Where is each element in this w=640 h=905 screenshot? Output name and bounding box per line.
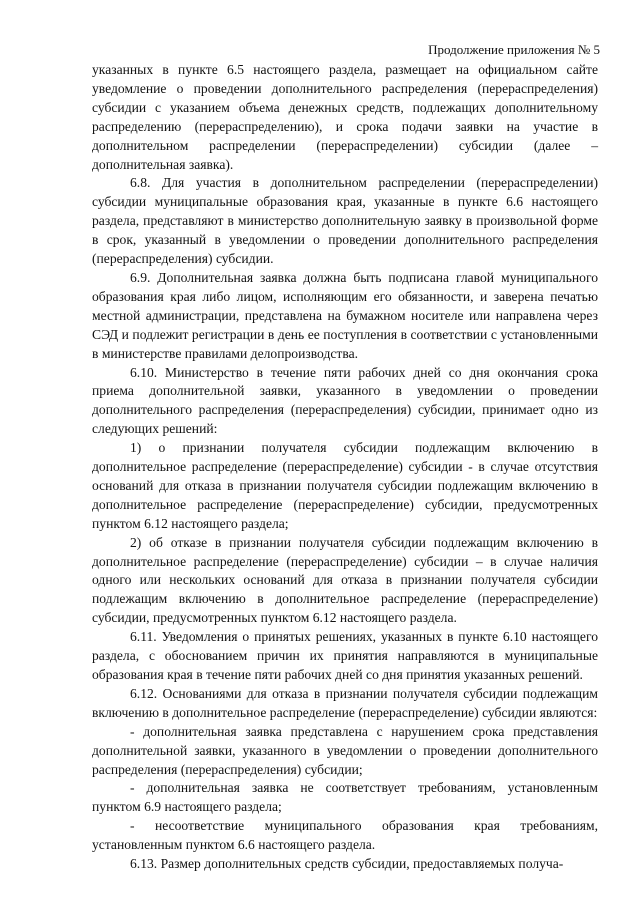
paragraph-6-12-item-2: - дополнительная заявка не соответствует требованиям, установленным пунктом 6.9 настоящего раздела; bbox=[92, 780, 598, 815]
paragraph-6-13: 6.13. Размер дополнительных средств субсидии, предоставляемых получа- bbox=[130, 856, 564, 872]
paragraph-6-10-item-2: 2) об отказе в признании получателя субсидии подлежащим включению в дополнительное распределение (перераспределение) субсидии – в случае наличия одного или нескольких оснований для отказа в признании получателя субсидии подлежащим включению в дополнительное распределение (перераспределение) субсидии, предусмотренных пунктом 6.12 настоящего раздела. bbox=[92, 534, 598, 626]
document-body bbox=[92, 61, 598, 874]
paragraph-6-8: 6.8. Для участия в дополнительном распределении (перераспределении) субсидии муниципальные образования края, указанные в пункте 6.6 настоящего раздела, представляют в министерство дополнительную заявку в произвольной форме в срок, указанный в уведомлении о проведении дополнительного распределения (перераспределения) субсидии. bbox=[92, 175, 598, 267]
paragraph-6-9: 6.9. Дополнительная заявка должна быть подписана главой муниципального образования края либо лицом, исполняющим его обязанности, и заверена печатью местной администрации, представлена на бумажном носителе или направлена через СЭД и подлежит регистрации в день ее поступления в соответствии с установленными в министерстве правилами делопроизводства. bbox=[92, 269, 598, 361]
paragraph-6-12: 6.12. Основаниями для отказа в признании получателя субсидии подлежащим включению в дополнительное распределение (перераспределение) субсидии являются: bbox=[92, 685, 598, 720]
paragraph-continuation: указанных в пункте 6.5 настоящего раздела, размещает на официальном сайте уведомление о проведении дополнительного распределения (перераспределения) субсидии с указанием объема денежных средств, подлежащих дополнительному распределению (перераспределению), и срока подачи заявки на участие в дополнительном распределении (перераспределении) субсидии (далее – дополнительная заявка). bbox=[92, 62, 598, 172]
page-header-continuation: Продолжение приложения № 5 bbox=[428, 42, 600, 57]
paragraph-6-11: 6.11. Уведомления о принятых решениях, указанных в пункте 6.10 настоящего раздела, с обоснованием причин их принятия направляются в муниципальные образования края в течение пяти рабочих дней со дня принятия указанных решений. bbox=[92, 629, 598, 682]
paragraph-6-12-item-1: - дополнительная заявка представлена с нарушением срока представления дополнительной заявки, указанного в уведомлении о проведении дополнительного распределения (перераспределения) субсидии; bbox=[92, 723, 598, 777]
paragraph-6-10: 6.10. Министерство в течение пяти рабочих дней со дня окончания срока приема дополнительной заявки, указанного в уведомлении о проведении дополнительного распределения (перераспределения) субсидии, принимает одно из следующих решений: bbox=[92, 364, 598, 437]
paragraph-6-10-item-1: 1) о признании получателя субсидии подлежащим включению в дополнительное распределение (перераспределение) субсидии - в случае отсутствия оснований для отказа в признании получателя субсидии подлежащим включению в дополнительное распределение (перераспределение) субсидии, предусмотренных пунктом 6.12 настоящего раздела; bbox=[92, 440, 598, 531]
paragraph-6-12-item-3: - несоответствие муниципального образования края требованиям, установленным пунктом 6.6 настоящего раздела. bbox=[92, 818, 598, 853]
